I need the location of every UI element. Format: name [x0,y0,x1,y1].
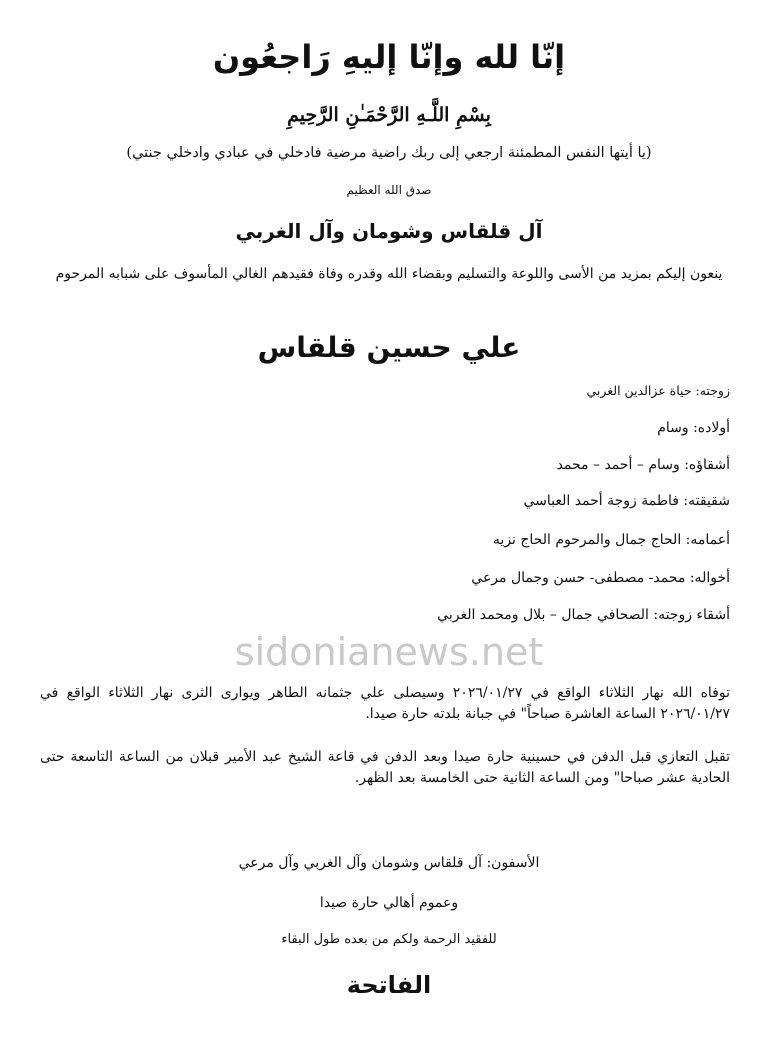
town-residents: وعموم أهالي حارة صيدا [319,895,459,911]
relative-brothers: أشقاؤه: وسام – أحمد – محمد [556,457,730,473]
death-announcement: ينعون إليكم بمزيد من الأسى واللوعة والتسليم وبقضاء الله وقدره وفاة فقيدهم الغالي المأسوف على شبابه المرحوم [55,266,723,282]
relative-wife-brothers: أشقاء زوجته: الصحافي جمال – بلال ومحمد الغربي [437,607,730,623]
funeral-details: توفاه الله نهار الثلاثاء الواقع في ٢٠٢٦/٠١/٢٧ وسيصلى علي جثمانه الطاهر ويوارى الثرى نهار الثلاثاء الواقع في ٢٠٢٦/٠١/٢٧ الساعة العاشرة صباحاً" في جبانة بلدته حارة صيدا. [40,685,730,722]
verse-attribution: صدق الله العظيم [346,183,432,197]
mourners-list: الأسفون: آل قلقاس وشومان وآل الغربي وآل مرعي [238,855,540,871]
relative-sister: شقيقته: فاطمة زوجة أحمد العباسي [523,493,730,509]
deceased-name: علي حسين قلقاس [257,331,521,364]
fatiha-footer: الفاتحة [346,971,432,999]
condolence-details: تقبل التعازي قبل الدفن في حسينية حارة صيدا وبعد الدفن في قاعة الشيخ عبد الأمير قبلان من الساعة التاسعة حتى الحادية عشر صباحا" ومن الساعة الثانية حتى الخامسة بعد الظهر. [40,749,730,786]
relative-maternal-uncles: أخواله: محمد- مصطفى- حسن وجمال مرعي [471,570,730,586]
relative-wife: زوجته: حياة عزالدين الغربي [586,383,730,398]
quran-verse: (يا أيتها النفس المطمئنة ارجعي إلى ربك راضية مرضية فادخلي في عبادي وادخلي جنتي) [126,145,652,161]
quranic-heading: إنّا لله وإنّا إليهِ رَاجعُون [212,38,566,76]
mourning-families: آل قلقاس وشومان وآل الغربي [235,219,543,243]
relative-children: أولاده: وسام [657,420,730,436]
closing-prayer: للفقيد الرحمة ولكم من بعده طول البقاء [281,932,497,947]
relative-paternal-uncles: أعمامه: الحاج جمال والمرحوم الحاج نزيه [492,532,730,548]
site-watermark: sidonianews.net [234,630,544,674]
basmala: بِسْمِ اللَّـهِ الرَّحْمَـٰنِ الرَّحِيمِ [287,104,491,126]
